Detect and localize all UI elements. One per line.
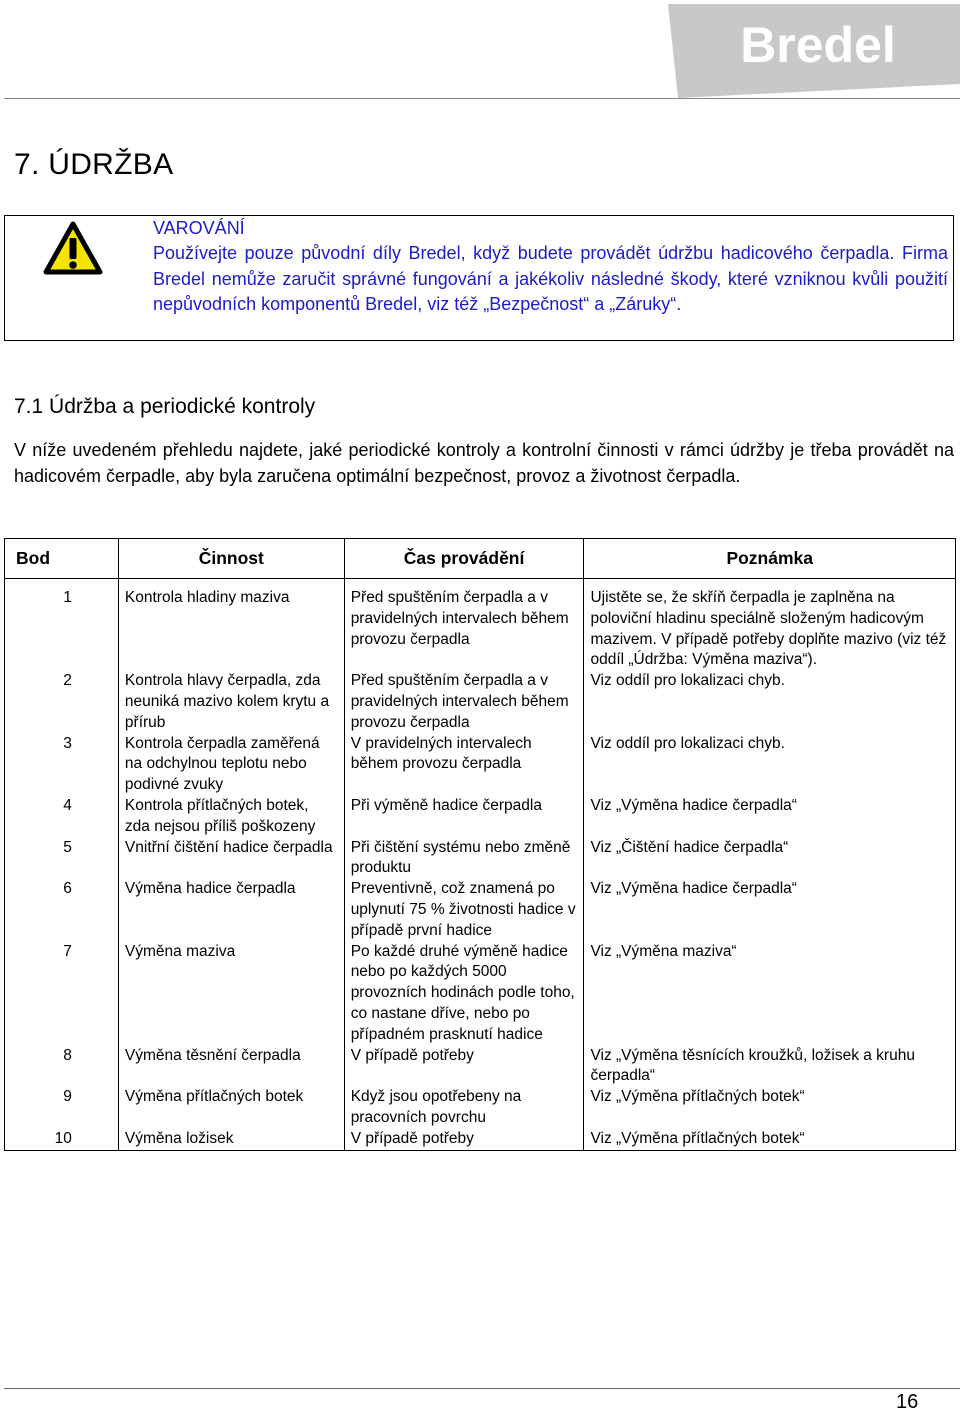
cell-cinnost: Výměna přítlačných botek — [118, 1087, 344, 1129]
cell-poznamka: Viz „Výměna maziva“ — [584, 942, 956, 1046]
table-row — [5, 1046, 956, 1088]
table-row — [5, 838, 956, 880]
cell-cas: Po každé druhé výměně hadice nebo po každých 5000 provozních hodinách podle toho, co nastane dříve, nebo po případném prasknutí hadice — [344, 942, 584, 1046]
cell-bod: 7 — [5, 942, 119, 1046]
cell-bod: 6 — [5, 879, 119, 941]
cell-cinnost: Výměna hadice čerpadla — [118, 879, 344, 941]
cell-poznamka: Viz „Výměna přítlačných botek“ — [584, 1129, 956, 1150]
header-divider — [4, 98, 960, 99]
cell-cas: V pravidelných intervalech během provozu čerpadla — [344, 734, 584, 796]
cell-poznamka: Viz oddíl pro lokalizaci chyb. — [584, 734, 956, 796]
bredel-logo-graphic — [668, 4, 960, 98]
cell-cas: Když jsou opotřebeny na pracovních povrchu — [344, 1087, 584, 1129]
cell-bod: 1 — [5, 579, 119, 672]
cell-poznamka: Viz „Čištění hadice čerpadla“ — [584, 838, 956, 880]
cell-cas: Před spuštěním čerpadla a v pravidelných intervalech během provozu čerpadla — [344, 671, 584, 733]
table-row — [5, 1129, 956, 1150]
cell-cinnost: Kontrola přítlačných botek, zda nejsou příliš poškozeny — [118, 796, 344, 838]
cell-cinnost: Výměna maziva — [118, 942, 344, 1046]
cell-poznamka: Viz „Výměna přítlačných botek“ — [584, 1087, 956, 1129]
cell-poznamka: Viz „Výměna hadice čerpadla“ — [584, 796, 956, 838]
table-row — [5, 796, 956, 838]
table-row — [5, 942, 956, 1046]
warning-box — [4, 215, 954, 341]
cell-poznamka: Viz „Výměna hadice čerpadla“ — [584, 879, 956, 941]
cell-bod: 5 — [5, 838, 119, 880]
cell-bod: 8 — [5, 1046, 119, 1088]
cell-cas: Preventivně, což znamená po uplynutí 75 % životnosti hadice v případě první hadice — [344, 879, 584, 941]
cell-cas: Při výměně hadice čerpadla — [344, 796, 584, 838]
logo-text: Bredel — [740, 17, 896, 73]
cell-poznamka: Ujistěte se, že skříň čerpadla je zaplněna na poloviční hladinu speciálně složeným hadicovým mazivem. V případě potřeby doplňte mazivo (viz též oddíl „Údržba: Výměna maziva“). — [584, 579, 956, 672]
table-row — [5, 671, 956, 733]
cell-bod: 9 — [5, 1087, 119, 1129]
cell-poznamka: Viz oddíl pro lokalizaci chyb. — [584, 671, 956, 733]
cell-bod: 2 — [5, 671, 119, 733]
cell-cinnost: Vnitřní čištění hadice čerpadla — [118, 838, 344, 880]
cell-bod: 4 — [5, 796, 119, 838]
header-cinnost: Činnost — [118, 539, 344, 579]
cell-cas: V případě potřeby — [344, 1046, 584, 1088]
cell-cas: Před spuštěním čerpadla a v pravidelných intervalech během provozu čerpadla — [344, 579, 584, 672]
cell-bod: 10 — [5, 1129, 119, 1150]
footer-divider — [4, 1388, 960, 1389]
header-cas: Čas provádění — [344, 539, 584, 579]
maintenance-table — [4, 538, 956, 1151]
page-number: 16 — [896, 1391, 919, 1413]
table-header-row — [5, 539, 956, 579]
warning-text: Používejte pouze původní díly Bredel, když budete provádět údržbu hadicového čerpadla. Firma Bredel nemůže zaručit správné fungování a jakékoliv následné škody, které vzniknou kvůli použití nepůvodních komponentů Bredel, viz též „Bezpečnost“ a „Záruky“. — [153, 243, 948, 314]
warning-triangle-icon — [43, 221, 103, 275]
cell-poznamka: Viz „Výměna těsnících kroužků, ložisek a kruhu čerpadla“ — [584, 1046, 956, 1088]
cell-cas: V případě potřeby — [344, 1129, 584, 1150]
header-bod: Bod — [5, 539, 119, 579]
table-row — [5, 734, 956, 796]
cell-cinnost: Výměna těsnění čerpadla — [118, 1046, 344, 1088]
chapter-title: 7. ÚDRŽBA — [14, 148, 174, 181]
section-heading: 7.1 Údržba a periodické kontroly — [14, 395, 316, 418]
header-poznamka: Poznámka — [584, 539, 956, 579]
warning-heading: VAROVÁNÍ — [153, 218, 245, 238]
bredel-logo — [668, 4, 960, 98]
cell-cinnost: Kontrola hlavy čerpadla, zda neuniká mazivo kolem krytu a přírub — [118, 671, 344, 733]
section-intro: V níže uvedeném přehledu najdete, jaké periodické kontroly a kontrolní činnosti v rámci údržby je třeba provádět na hadicovém čerpadle, aby byla zaručena optimální bezpečnost, provoz a životnost čerpadla. — [14, 440, 954, 486]
cell-cinnost: Kontrola hladiny maziva — [118, 579, 344, 672]
cell-cinnost: Výměna ložisek — [118, 1129, 344, 1150]
cell-cas: Při čištění systému nebo změně produktu — [344, 838, 584, 880]
cell-cinnost: Kontrola čerpadla zaměřená na odchylnou teplotu nebo podivné zvuky — [118, 734, 344, 796]
table-row — [5, 1087, 956, 1129]
table-row — [5, 579, 956, 672]
table-row — [5, 879, 956, 941]
cell-bod: 3 — [5, 734, 119, 796]
